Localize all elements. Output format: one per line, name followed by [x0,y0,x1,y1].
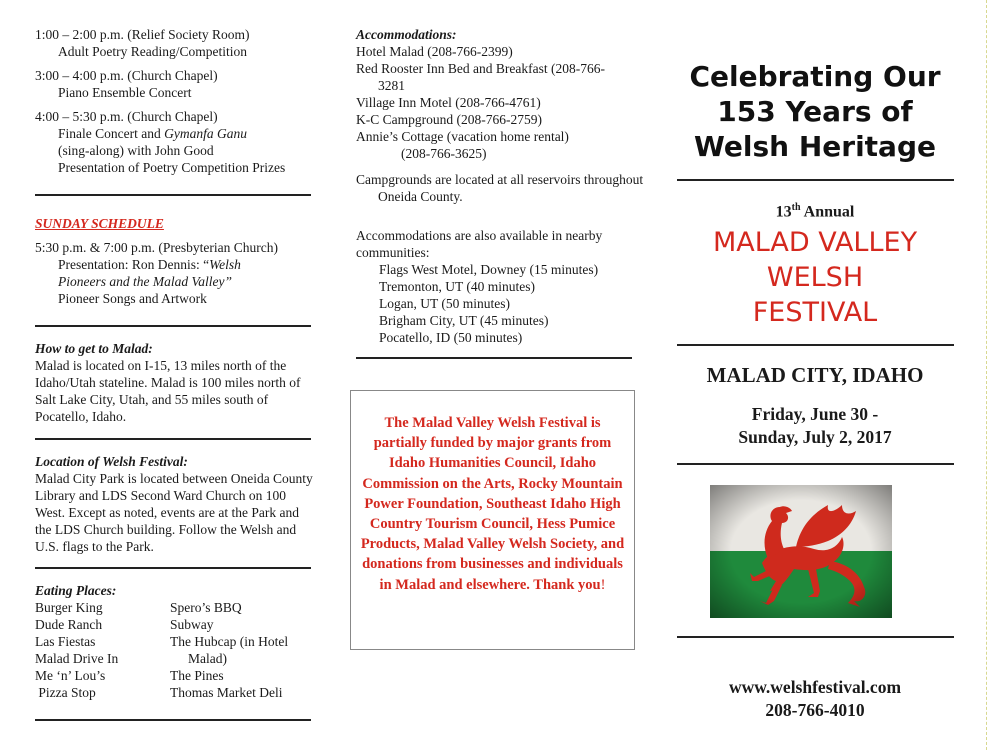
event-2: 3:00 – 4:00 p.m. (Church Chapel) Piano Ensemble Concert [35,68,218,100]
phone-number: 208-766-4010 [765,700,865,720]
eating-list-left: Burger King Dude Ranch Las Fiestas Malad Drive In Me ‘n’ Lou’s Pizza Stop [35,600,119,700]
grant-text: The Malad Valley Welsh Festival is partially funded by major grants from Idaho Humanities Council, Idaho Commission on the Arts, Rocky Mountain Power Foundation, Southeast Idaho High Country Tourism Council, Hess Pumice Products, Malad Valley Welsh Society, and donations from businesses and individuals in Malad and elsewhere. Thank you [360,415,625,593]
page-edge-marker [986,0,987,750]
sunday-heading: SUNDAY SCHEDULE [35,216,164,231]
divider [677,463,954,465]
divider [356,357,632,359]
how-to-get-section [35,340,315,425]
location-text: Malad City Park is located between Oneida County Library and LDS Second Ward Church on 100 West. Except as noted, events are at the Park and the LDS Church building. Follow the Welsh and U.S. flags to the Park. [35,471,313,554]
divider [35,194,311,196]
divider [677,179,954,181]
accommodations-section: Accommodations: Hotel Malad (208-766-2399) Red Rooster Inn Bed and Breakfast (208-766-3281 Village Inn Motel (208-766-4761) K-C Campground (208-766-2759) Annie’s Cottage (vacation home rental) (208-766-3625) [356,26,631,162]
website-link[interactable]: www.welshfestival.com [728,677,902,697]
event-1: 1:00 – 2:00 p.m. (Relief Society Room) Adult Poetry Reading/Competition [35,27,250,59]
how-text: Malad is located on I-15, 13 miles north of the Idaho/Utah stateline. Malad is 100 miles north of Salt Lake City, Utah, and 55 miles south of Pocatello, Idaho. [35,358,301,424]
event-3: 4:00 – 5:30 p.m. (Church Chapel) Finale Concert and Gymanfa Ganu (sing-along) with John Good Presentation of Poetry Competition Prizes [35,109,286,175]
annual-label: 13th Annual [775,202,855,221]
how-heading: How to get to Malad: [35,341,153,356]
location-section [35,453,315,555]
divider [35,567,311,569]
city-label: MALAD CITY, IDAHO [706,363,924,387]
eating-section [35,582,315,701]
divider [677,344,954,346]
festival-dates: Friday, June 30 - Sunday, July 2, 2017 [738,404,892,447]
sunday-section: SUNDAY SCHEDULE 5:30 p.m. & 7:00 p.m. (Presbyterian Church) Presentation: Ron Dennis: “Welsh Pioneers and the Malad Valley” Pioneer Songs and Artwork [35,215,315,307]
cover-title: Celebrating Our 153 Years of Welsh Heritage [689,60,941,163]
divider [35,325,311,327]
divider [35,438,311,440]
campgrounds-text: Campgrounds are located at all reservoirs throughout Oneida County. [356,172,644,204]
eating-list-right: Spero’s BBQ Subway The Hubcap (in Hotel Malad) The Pines Thomas Market Deli [170,600,289,700]
grant-box: The Malad Valley Welsh Festival is partially funded by major grants from Idaho Humanities Council, Idaho Commission on the Arts, Rocky Mountain Power Foundation, Southeast Idaho High Country Tourism Council, Hess Pumice Products, Malad Valley Welsh Society, and donations from businesses and individuals in Malad and elsewhere. Thank you! [350,390,635,650]
location-heading: Location of Welsh Festival: [35,454,188,469]
nearby-section: Accommodations are also available in nearby communities: Flags West Motel, Downey (15 minutes) Tremonton, UT (40 minutes) Logan, UT (50 minutes) Brigham City, UT (45 minutes) Pocatello, ID (50 minutes) [356,228,603,345]
welsh-flag-dragon-icon [710,485,892,618]
eating-heading: Eating Places: [35,583,117,598]
festival-name: MALAD VALLEY WELSH FESTIVAL [712,227,918,328]
accommodations-heading: Accommodations: [356,27,457,42]
divider [35,719,311,721]
divider [677,636,954,638]
contact-info [677,676,953,722]
